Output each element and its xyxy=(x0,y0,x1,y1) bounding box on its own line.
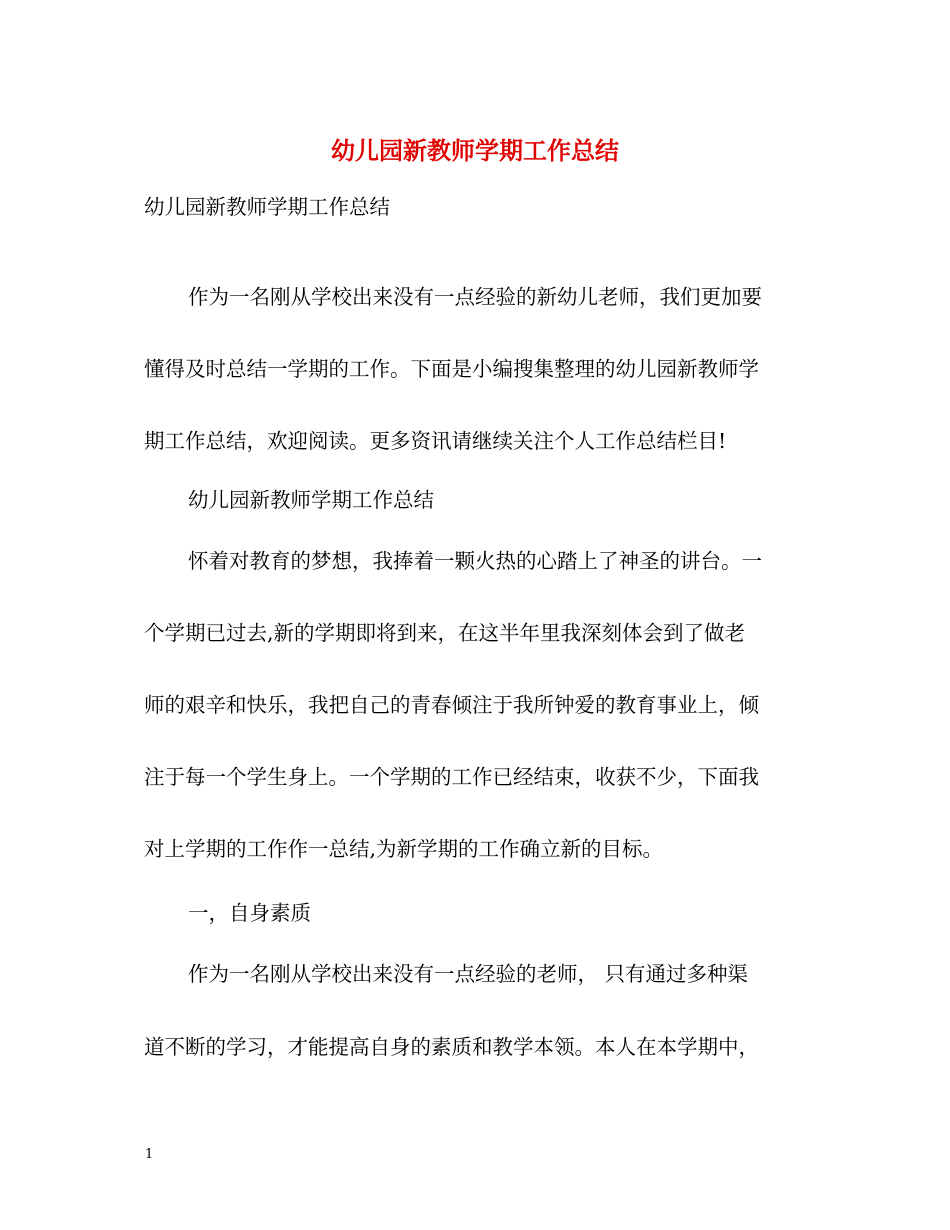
page-number: 1 xyxy=(145,1147,154,1162)
paragraph-line: 懂得及时总结一学期的工作。下面是小编搜集整理的幼儿园新教师学 xyxy=(144,357,759,381)
paragraph-line: 道不断的学习，才能提高自身的素质和教学本领。本人在本学期中， xyxy=(144,1035,759,1059)
paragraph-line: 作为一名刚从学校出来没有一点经验的新幼儿老师，我们更加要 xyxy=(188,285,762,309)
paragraph-line: 期工作总结，欢迎阅读。更多资讯请继续关注个人工作总结栏目! xyxy=(144,429,727,453)
section-heading: 幼儿园新教师学期工作总结 xyxy=(188,488,434,512)
document-subtitle: 幼儿园新教师学期工作总结 xyxy=(144,195,390,219)
section-heading: 一，自身素质 xyxy=(188,901,311,925)
paragraph-line: 注于每一个学生身上。一个学期的工作已经结束，收获不少，下面我 xyxy=(144,765,759,789)
document-title: 幼儿园新教师学期工作总结 xyxy=(331,136,619,165)
paragraph-line: 师的艰辛和快乐，我把自己的青春倾注于我所钟爱的教育事业上，倾 xyxy=(144,693,759,717)
paragraph-line: 作为一名刚从学校出来没有一点经验的老师， 只有通过多种渠 xyxy=(188,962,749,986)
paragraph-line: 对上学期的工作作一总结,为新学期的工作确立新的目标。 xyxy=(144,837,664,861)
paragraph-line: 怀着对教育的梦想，我捧着一颗火热的心踏上了神圣的讲台。一 xyxy=(188,549,762,573)
paragraph-line: 个学期已过去,新的学期即将到来，在这半年里我深刻体会到了做老 xyxy=(144,621,746,645)
